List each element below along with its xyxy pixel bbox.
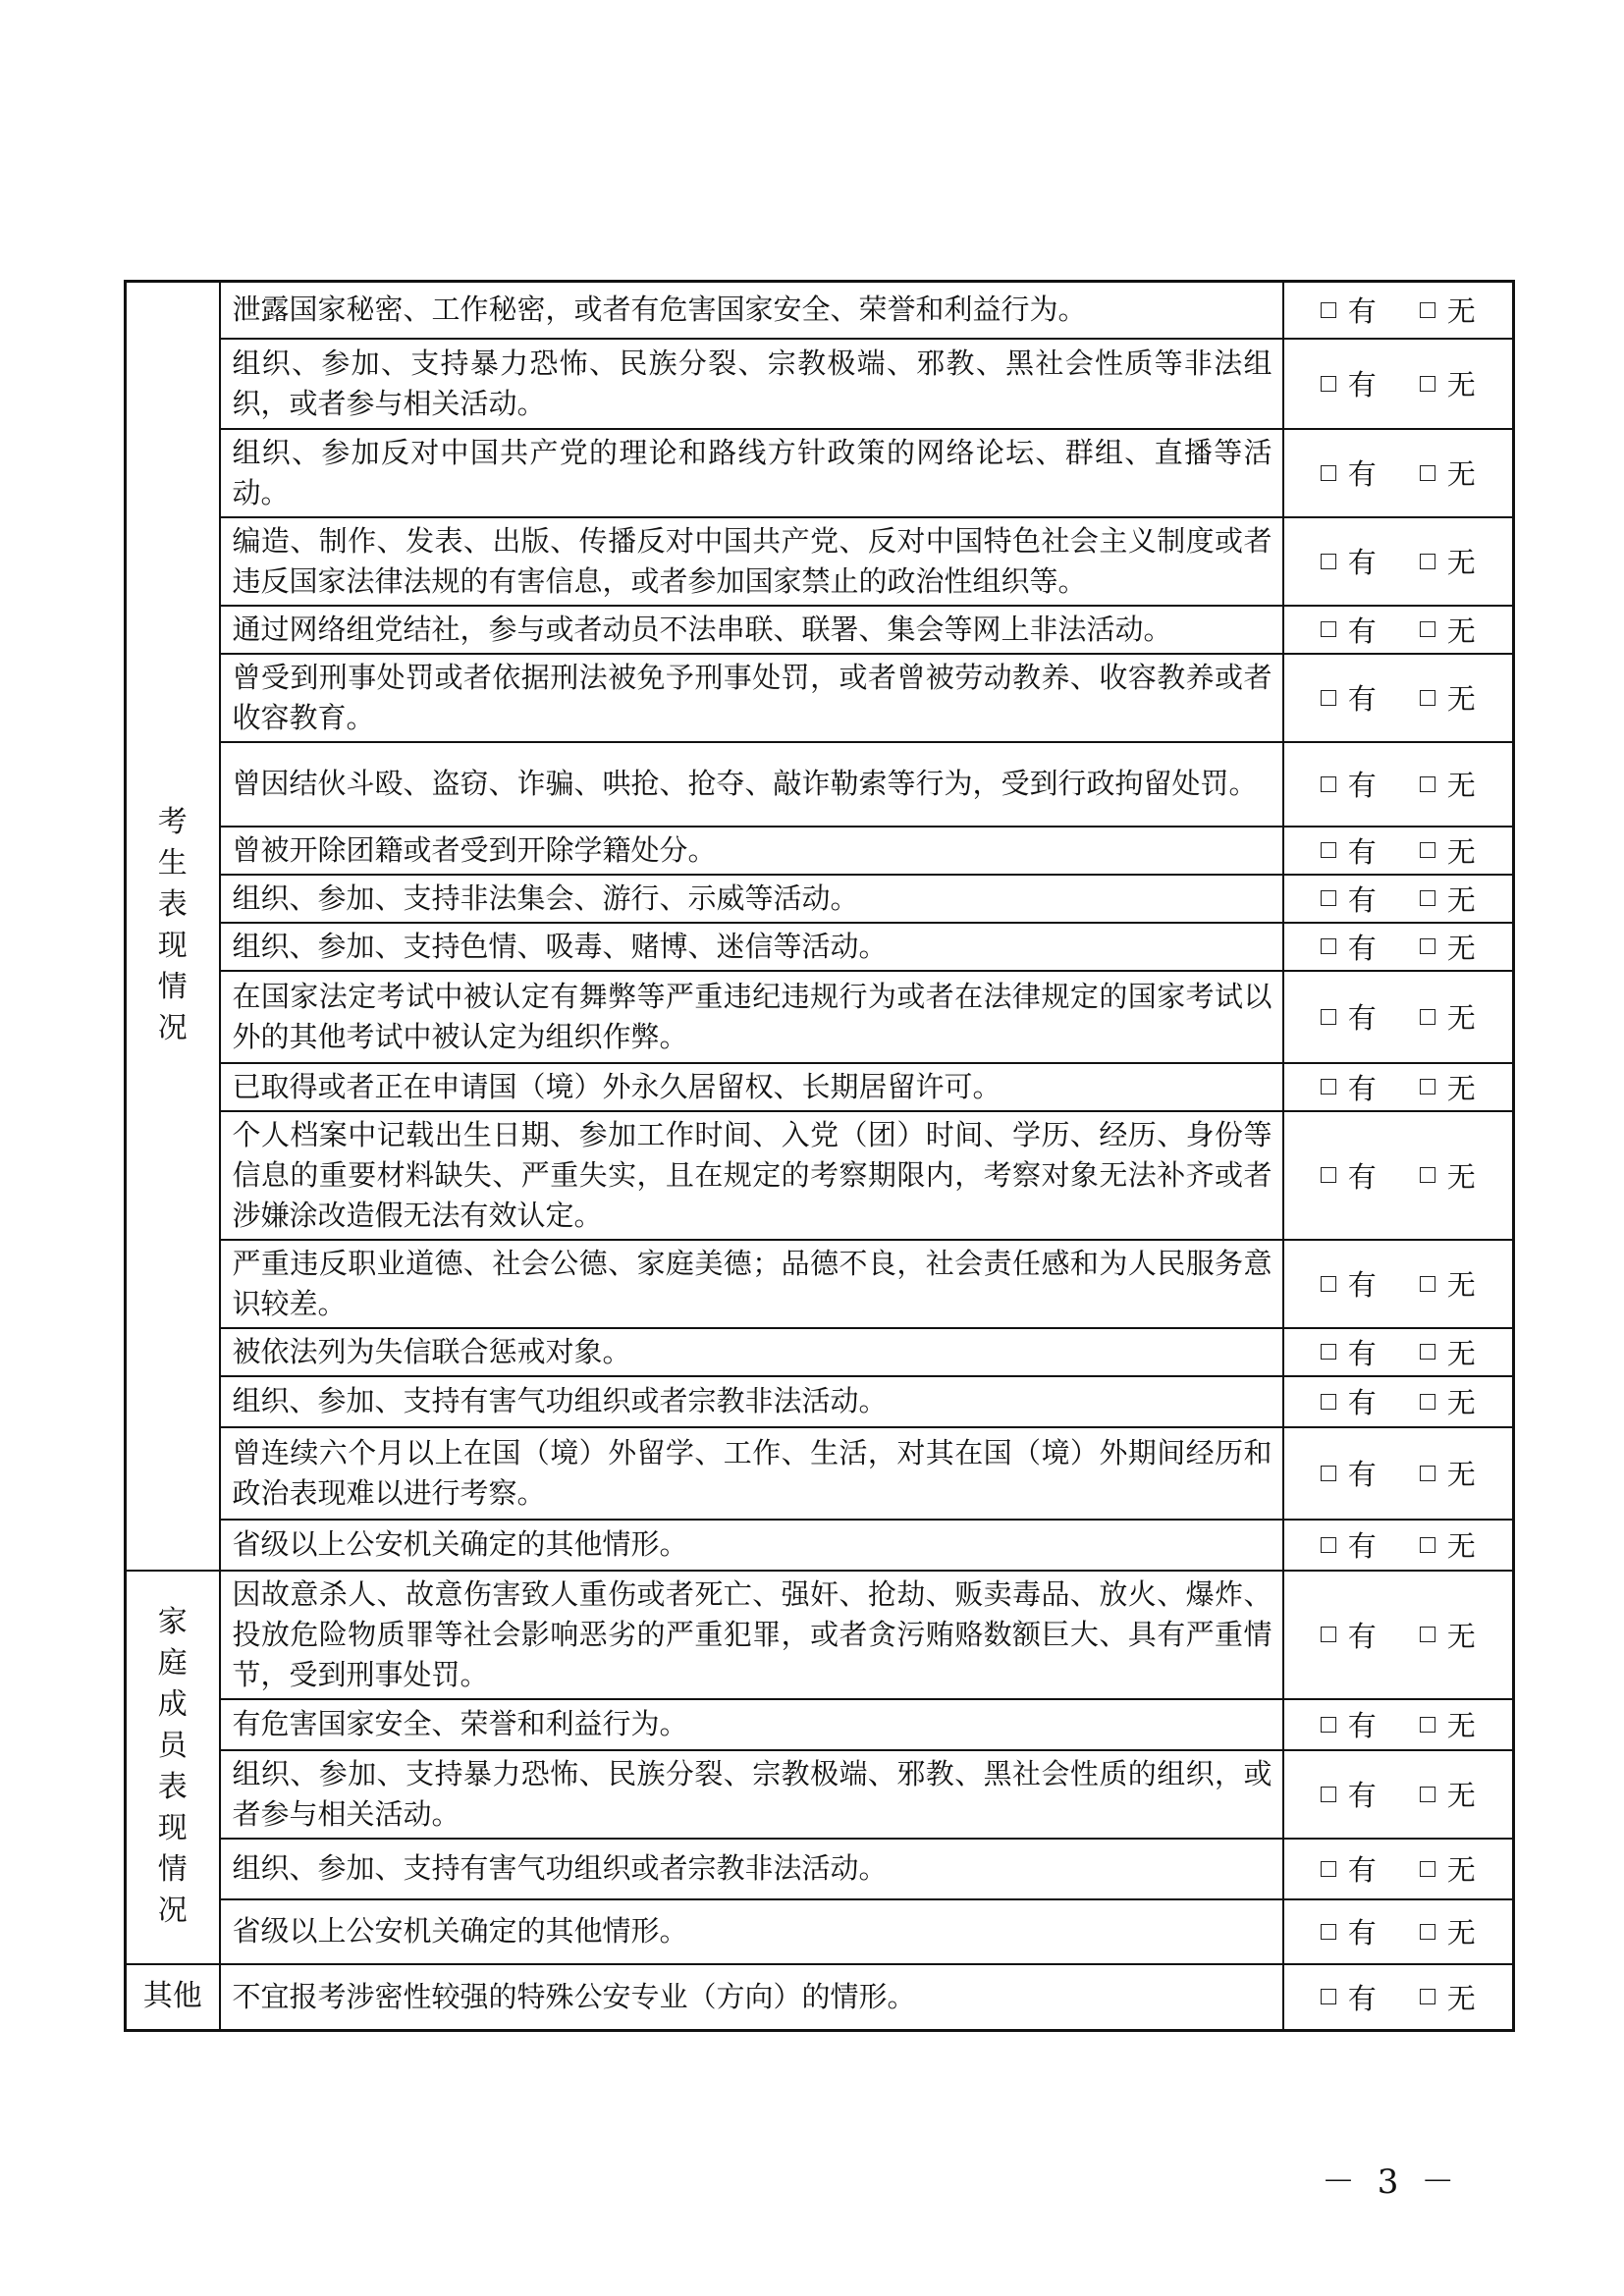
checkbox-icon[interactable] bbox=[1420, 1167, 1435, 1183]
option-yes-label: 有 bbox=[1347, 368, 1377, 401]
checkbox-icon[interactable] bbox=[1321, 1717, 1336, 1733]
checkbox-icon[interactable] bbox=[1420, 554, 1435, 569]
item-text: 不宜报考涉密性较强的特殊公安专业（方向）的情形。 bbox=[220, 1964, 1283, 2031]
option-no[interactable] bbox=[1420, 764, 1476, 804]
option-no-label: 无 bbox=[1446, 931, 1476, 965]
option-no-label: 无 bbox=[1446, 1779, 1476, 1812]
option-yes-label: 有 bbox=[1347, 882, 1377, 917]
checkbox-icon[interactable] bbox=[1321, 842, 1336, 858]
item-text: 通过网络组党结社，参与或者动员不法串联、联署、集会等网上非法活动。 bbox=[220, 606, 1283, 654]
option-no[interactable] bbox=[1420, 610, 1476, 650]
table-row bbox=[126, 1899, 1514, 1964]
option-yes[interactable] bbox=[1321, 1615, 1377, 1655]
item-text: 曾被开除团籍或者受到开除学籍处分。 bbox=[220, 827, 1283, 875]
table-row bbox=[126, 1571, 1514, 1699]
yes-no-options bbox=[1283, 875, 1514, 923]
option-yes[interactable] bbox=[1321, 879, 1377, 919]
yes-no-options bbox=[1283, 1111, 1514, 1240]
option-no[interactable] bbox=[1420, 1381, 1476, 1421]
yes-no-options bbox=[1283, 971, 1514, 1063]
item-text: 组织、参加、支持暴力恐怖、民族分裂、宗教极端、邪教、黑社会性质的组织，或者参与相关活动。 bbox=[220, 1750, 1283, 1839]
checkbox-icon[interactable] bbox=[1420, 376, 1435, 392]
screening-form-table bbox=[124, 280, 1515, 2032]
option-no[interactable] bbox=[1420, 1524, 1476, 1565]
option-yes-label: 有 bbox=[1347, 834, 1377, 869]
checkbox-icon[interactable] bbox=[1321, 1537, 1336, 1553]
option-no-label: 无 bbox=[1446, 614, 1476, 648]
category-other-cell bbox=[126, 1964, 220, 2031]
item-text: 曾因结伙斗殴、盗窃、诈骗、哄抢、抢夺、敲诈勒索等行为，受到行政拘留处罚。 bbox=[220, 742, 1283, 827]
option-no[interactable] bbox=[1420, 1155, 1476, 1196]
table-row bbox=[126, 923, 1514, 971]
table-row bbox=[126, 339, 1514, 429]
option-no-label: 无 bbox=[1446, 1709, 1476, 1742]
option-no[interactable] bbox=[1420, 1067, 1476, 1107]
checkbox-icon[interactable] bbox=[1420, 1276, 1435, 1292]
checkbox-icon[interactable] bbox=[1420, 776, 1435, 792]
checkbox-icon[interactable] bbox=[1321, 1989, 1336, 2004]
option-yes-label: 有 bbox=[1347, 1709, 1377, 1742]
checkbox-icon[interactable] bbox=[1420, 1537, 1435, 1553]
option-no[interactable] bbox=[1420, 879, 1476, 919]
item-text: 组织、参加、支持有害气功组织或者宗教非法活动。 bbox=[220, 1839, 1283, 1899]
option-no-label: 无 bbox=[1446, 769, 1476, 802]
item-text: 编造、制作、发表、出版、传播反对中国共产党、反对中国特色社会主义制度或者违反国家法律法规的有害信息，或者参加国家禁止的政治性组织等。 bbox=[220, 517, 1283, 606]
option-no-label: 无 bbox=[1446, 457, 1476, 491]
option-no[interactable] bbox=[1420, 453, 1476, 493]
checkbox-icon[interactable] bbox=[1321, 465, 1336, 481]
table-row bbox=[126, 654, 1514, 742]
option-yes[interactable] bbox=[1321, 1263, 1377, 1304]
checkbox-icon[interactable] bbox=[1321, 1627, 1336, 1642]
checkbox-icon[interactable] bbox=[1321, 1787, 1336, 1802]
option-no[interactable] bbox=[1420, 830, 1476, 871]
item-text: 有危害国家安全、荣誉和利益行为。 bbox=[220, 1699, 1283, 1750]
option-yes[interactable] bbox=[1321, 1911, 1377, 1951]
option-yes[interactable] bbox=[1321, 830, 1377, 871]
option-no-label: 无 bbox=[1446, 1386, 1476, 1419]
option-yes[interactable] bbox=[1321, 1704, 1377, 1744]
checkbox-icon[interactable] bbox=[1321, 690, 1336, 706]
table-row bbox=[126, 1111, 1514, 1240]
option-yes[interactable] bbox=[1321, 927, 1377, 967]
category-label: 其他 bbox=[142, 1979, 202, 2014]
yes-no-options bbox=[1283, 1899, 1514, 1964]
checkbox-icon[interactable] bbox=[1321, 776, 1336, 792]
option-yes[interactable] bbox=[1321, 610, 1377, 650]
option-yes-label: 有 bbox=[1347, 1071, 1377, 1105]
item-text: 组织、参加反对中国共产党的理论和路线方针政策的网络论坛、群组、直播等活动。 bbox=[220, 429, 1283, 517]
option-no[interactable] bbox=[1420, 1263, 1476, 1304]
checkbox-icon[interactable] bbox=[1321, 1861, 1336, 1877]
yes-no-options bbox=[1283, 1571, 1514, 1699]
yes-no-options bbox=[1283, 339, 1514, 429]
option-yes[interactable] bbox=[1321, 453, 1377, 493]
option-yes-label: 有 bbox=[1347, 1159, 1377, 1194]
option-no-label: 无 bbox=[1446, 882, 1476, 917]
option-yes[interactable] bbox=[1321, 996, 1377, 1037]
checkbox-icon[interactable] bbox=[1321, 1009, 1336, 1025]
option-yes[interactable] bbox=[1321, 677, 1377, 718]
checkbox-icon[interactable] bbox=[1420, 1924, 1435, 1940]
checkbox-icon[interactable] bbox=[1321, 1167, 1336, 1183]
option-yes[interactable] bbox=[1321, 290, 1377, 330]
table-row bbox=[126, 1427, 1514, 1520]
option-yes[interactable] bbox=[1321, 1977, 1377, 2017]
checkbox-icon[interactable] bbox=[1420, 1989, 1435, 2004]
checkbox-icon[interactable] bbox=[1420, 465, 1435, 481]
table-row bbox=[126, 875, 1514, 923]
table-row bbox=[126, 1964, 1514, 2031]
table-row bbox=[126, 827, 1514, 875]
option-no-label: 无 bbox=[1446, 546, 1476, 579]
option-yes[interactable] bbox=[1321, 1524, 1377, 1565]
checkbox-icon[interactable] bbox=[1321, 621, 1336, 637]
option-no[interactable] bbox=[1420, 677, 1476, 718]
checkbox-icon[interactable] bbox=[1420, 1466, 1435, 1481]
checkbox-icon[interactable] bbox=[1321, 1344, 1336, 1360]
table-row bbox=[126, 282, 1514, 339]
item-text: 组织、参加、支持有害气功组织或者宗教非法活动。 bbox=[220, 1376, 1283, 1427]
option-yes[interactable] bbox=[1321, 1067, 1377, 1107]
option-yes-label: 有 bbox=[1347, 457, 1377, 491]
item-text: 泄露国家秘密、工作秘密，或者有危害国家安全、荣誉和利益行为。 bbox=[220, 282, 1283, 339]
option-yes-label: 有 bbox=[1347, 1529, 1377, 1563]
option-yes-label: 有 bbox=[1347, 294, 1377, 329]
option-yes[interactable] bbox=[1321, 764, 1377, 804]
checkbox-icon[interactable] bbox=[1420, 1717, 1435, 1733]
item-text: 省级以上公安机关确定的其他情形。 bbox=[220, 1899, 1283, 1964]
yes-no-options bbox=[1283, 1376, 1514, 1427]
option-no[interactable] bbox=[1420, 363, 1476, 403]
checkbox-icon[interactable] bbox=[1420, 842, 1435, 858]
option-no-label: 无 bbox=[1446, 1336, 1476, 1370]
yes-no-options bbox=[1283, 1427, 1514, 1520]
option-no[interactable] bbox=[1420, 541, 1476, 581]
yes-no-options bbox=[1283, 1520, 1514, 1571]
option-yes[interactable] bbox=[1321, 363, 1377, 403]
option-yes-label: 有 bbox=[1347, 1853, 1377, 1887]
option-no-label: 无 bbox=[1446, 368, 1476, 401]
option-no[interactable] bbox=[1420, 1774, 1476, 1814]
checkbox-icon[interactable] bbox=[1321, 1394, 1336, 1410]
option-yes-label: 有 bbox=[1347, 1916, 1377, 1949]
checkbox-icon[interactable] bbox=[1321, 890, 1336, 906]
yes-no-options bbox=[1283, 827, 1514, 875]
yes-no-options bbox=[1283, 1750, 1514, 1839]
option-yes[interactable] bbox=[1321, 1774, 1377, 1814]
yes-no-options bbox=[1283, 1328, 1514, 1376]
category-candidate-cell bbox=[126, 282, 220, 1571]
option-no[interactable] bbox=[1420, 1977, 1476, 2017]
table-row bbox=[126, 1520, 1514, 1571]
checkbox-icon[interactable] bbox=[1321, 302, 1336, 318]
yes-no-options bbox=[1283, 1964, 1514, 2031]
checkbox-icon[interactable] bbox=[1321, 1079, 1336, 1095]
option-no-label: 无 bbox=[1446, 1001, 1476, 1035]
yes-no-options bbox=[1283, 1063, 1514, 1111]
table-row bbox=[126, 1240, 1514, 1328]
yes-no-options bbox=[1283, 742, 1514, 827]
page-number: － 3 － bbox=[1322, 2163, 1461, 2202]
checkbox-icon[interactable] bbox=[1321, 376, 1336, 392]
option-no[interactable] bbox=[1420, 927, 1476, 967]
item-text: 在国家法定考试中被认定有舞弊等严重违纪违规行为或者在法律规定的国家考试以外的其他考试中被认定为组织作弊。 bbox=[220, 971, 1283, 1063]
table-row bbox=[126, 1328, 1514, 1376]
item-text: 组织、参加、支持色情、吸毒、赌博、迷信等活动。 bbox=[220, 923, 1283, 971]
option-no[interactable] bbox=[1420, 1332, 1476, 1372]
table-row bbox=[126, 606, 1514, 654]
option-no[interactable] bbox=[1420, 996, 1476, 1037]
option-yes-label: 有 bbox=[1347, 682, 1377, 716]
item-text: 因故意杀人、故意伤害致人重伤或者死亡、强奸、抢劫、贩卖毒品、放火、爆炸、投放危险物质罪等社会影响恶劣的严重犯罪，或者贪污贿赂数额巨大、具有严重情节，受到刑事处罚。 bbox=[220, 1571, 1283, 1699]
option-no-label: 无 bbox=[1446, 1268, 1476, 1302]
category-label: 家庭成员表现情况 bbox=[157, 1605, 188, 1928]
checkbox-icon[interactable] bbox=[1420, 1787, 1435, 1802]
option-no[interactable] bbox=[1420, 1615, 1476, 1655]
item-text: 组织、参加、支持非法集会、游行、示威等活动。 bbox=[220, 875, 1283, 923]
option-yes[interactable] bbox=[1321, 1332, 1377, 1372]
item-text: 严重违反职业道德、社会公德、家庭美德；品德不良，社会责任感和为人民服务意识较差。 bbox=[220, 1240, 1283, 1328]
option-no-label: 无 bbox=[1446, 1529, 1476, 1563]
yes-no-options bbox=[1283, 282, 1514, 339]
option-no[interactable] bbox=[1420, 1848, 1476, 1889]
option-no[interactable] bbox=[1420, 1453, 1476, 1493]
option-yes[interactable] bbox=[1321, 1848, 1377, 1889]
option-no-label: 无 bbox=[1446, 1159, 1476, 1194]
checkbox-icon[interactable] bbox=[1420, 890, 1435, 906]
item-text: 组织、参加、支持暴力恐怖、民族分裂、宗教极端、邪教、黑社会性质等非法组织，或者参与相关活动。 bbox=[220, 339, 1283, 429]
checkbox-icon[interactable] bbox=[1420, 938, 1435, 954]
option-yes[interactable] bbox=[1321, 541, 1377, 581]
item-text: 省级以上公安机关确定的其他情形。 bbox=[220, 1520, 1283, 1571]
option-yes-label: 有 bbox=[1347, 546, 1377, 579]
checkbox-icon[interactable] bbox=[1420, 1009, 1435, 1025]
option-no-label: 无 bbox=[1446, 1853, 1476, 1887]
option-yes-label: 有 bbox=[1347, 769, 1377, 802]
checkbox-icon[interactable] bbox=[1321, 1924, 1336, 1940]
option-yes[interactable] bbox=[1321, 1453, 1377, 1493]
table-row bbox=[126, 429, 1514, 517]
category-family-cell bbox=[126, 1571, 220, 1964]
yes-no-options bbox=[1283, 1699, 1514, 1750]
option-no-label: 无 bbox=[1446, 1071, 1476, 1105]
checkbox-icon[interactable] bbox=[1321, 938, 1336, 954]
checkbox-icon[interactable] bbox=[1420, 621, 1435, 637]
option-yes-label: 有 bbox=[1347, 614, 1377, 648]
checkbox-icon[interactable] bbox=[1321, 554, 1336, 569]
option-yes-label: 有 bbox=[1347, 1619, 1377, 1653]
option-no[interactable] bbox=[1420, 1911, 1476, 1951]
yes-no-options bbox=[1283, 1240, 1514, 1328]
checkbox-icon[interactable] bbox=[1420, 302, 1435, 318]
option-no-label: 无 bbox=[1446, 834, 1476, 869]
yes-no-options bbox=[1283, 1839, 1514, 1899]
option-no-label: 无 bbox=[1446, 682, 1476, 716]
checkbox-icon[interactable] bbox=[1420, 1861, 1435, 1877]
category-label: 考生表现情况 bbox=[157, 805, 188, 1046]
checkbox-icon[interactable] bbox=[1420, 690, 1435, 706]
table-row bbox=[126, 1376, 1514, 1427]
option-yes-label: 有 bbox=[1347, 1386, 1377, 1419]
option-yes-label: 有 bbox=[1347, 931, 1377, 965]
option-yes-label: 有 bbox=[1347, 1458, 1377, 1491]
option-no[interactable] bbox=[1420, 1704, 1476, 1744]
option-no[interactable] bbox=[1420, 290, 1476, 330]
checkbox-icon[interactable] bbox=[1420, 1394, 1435, 1410]
option-no-label: 无 bbox=[1446, 1458, 1476, 1491]
option-yes-label: 有 bbox=[1347, 1001, 1377, 1035]
option-no-label: 无 bbox=[1446, 1916, 1476, 1949]
option-yes-label: 有 bbox=[1347, 1336, 1377, 1370]
yes-no-options bbox=[1283, 654, 1514, 742]
yes-no-options bbox=[1283, 429, 1514, 517]
option-yes-label: 有 bbox=[1347, 1268, 1377, 1302]
checkbox-icon[interactable] bbox=[1321, 1276, 1336, 1292]
checkbox-icon[interactable] bbox=[1420, 1344, 1435, 1360]
table-row bbox=[126, 517, 1514, 606]
yes-no-options bbox=[1283, 923, 1514, 971]
table-row bbox=[126, 1839, 1514, 1899]
yes-no-options bbox=[1283, 517, 1514, 606]
table-row bbox=[126, 1750, 1514, 1839]
option-no-label: 无 bbox=[1446, 294, 1476, 329]
checkbox-icon[interactable] bbox=[1321, 1466, 1336, 1481]
yes-no-options bbox=[1283, 606, 1514, 654]
option-yes[interactable] bbox=[1321, 1155, 1377, 1196]
item-text: 曾连续六个月以上在国（境）外留学、工作、生活，对其在国（境）外期间经历和政治表现难以进行考察。 bbox=[220, 1427, 1283, 1520]
table-row bbox=[126, 971, 1514, 1063]
option-yes-label: 有 bbox=[1347, 1981, 1377, 2015]
table-row bbox=[126, 1699, 1514, 1750]
checkbox-icon[interactable] bbox=[1420, 1079, 1435, 1095]
checkbox-icon[interactable] bbox=[1420, 1627, 1435, 1642]
option-no-label: 无 bbox=[1446, 1619, 1476, 1653]
item-text: 曾受到刑事处罚或者依据刑法被免予刑事处罚，或者曾被劳动教养、收容教养或者收容教育。 bbox=[220, 654, 1283, 742]
item-text: 个人档案中记载出生日期、参加工作时间、入党（团）时间、学历、经历、身份等信息的重要材料缺失、严重失实，且在规定的考察期限内，考察对象无法补齐或者涉嫌涂改造假无法有效认定。 bbox=[220, 1111, 1283, 1240]
option-no-label: 无 bbox=[1446, 1981, 1476, 2015]
table-row bbox=[126, 1063, 1514, 1111]
item-text: 已取得或者正在申请国（境）外永久居留权、长期居留许可。 bbox=[220, 1063, 1283, 1111]
item-text: 被依法列为失信联合惩戒对象。 bbox=[220, 1328, 1283, 1376]
table-row bbox=[126, 742, 1514, 827]
option-yes[interactable] bbox=[1321, 1381, 1377, 1421]
option-yes-label: 有 bbox=[1347, 1779, 1377, 1812]
table-body bbox=[126, 282, 1514, 2031]
